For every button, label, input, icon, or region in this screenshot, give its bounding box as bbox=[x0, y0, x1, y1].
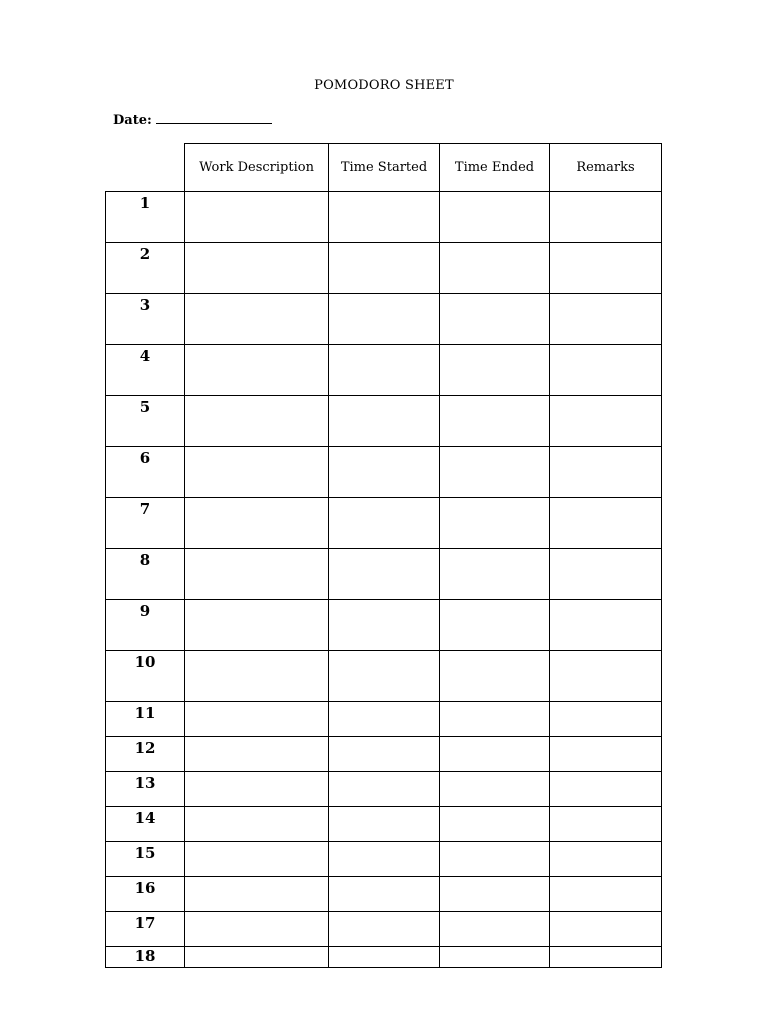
work-description-cell[interactable] bbox=[185, 396, 329, 447]
table-row bbox=[106, 651, 662, 702]
table-body bbox=[106, 192, 662, 968]
time-started-cell[interactable] bbox=[329, 912, 440, 947]
time-started-cell[interactable] bbox=[329, 772, 440, 807]
work-description-cell[interactable] bbox=[185, 947, 329, 968]
remarks-cell[interactable] bbox=[550, 737, 662, 772]
time-ended-cell[interactable] bbox=[440, 947, 550, 968]
time-started-cell[interactable] bbox=[329, 651, 440, 702]
remarks-cell[interactable] bbox=[550, 192, 662, 243]
time-started-cell[interactable] bbox=[329, 345, 440, 396]
table-row bbox=[106, 447, 662, 498]
time-started-cell[interactable] bbox=[329, 702, 440, 737]
time-ended-cell[interactable] bbox=[440, 600, 550, 651]
work-description-cell[interactable] bbox=[185, 651, 329, 702]
row-number: 18 bbox=[106, 947, 185, 968]
remarks-cell[interactable] bbox=[550, 947, 662, 968]
work-description-cell[interactable] bbox=[185, 737, 329, 772]
table-row bbox=[106, 243, 662, 294]
table-row bbox=[106, 912, 662, 947]
work-description-cell[interactable] bbox=[185, 345, 329, 396]
time-ended-cell[interactable] bbox=[440, 772, 550, 807]
work-description-cell[interactable] bbox=[185, 842, 329, 877]
row-number: 14 bbox=[106, 807, 185, 842]
time-started-cell[interactable] bbox=[329, 877, 440, 912]
table-row bbox=[106, 737, 662, 772]
row-number: 2 bbox=[106, 243, 185, 294]
row-number: 8 bbox=[106, 549, 185, 600]
time-ended-cell[interactable] bbox=[440, 651, 550, 702]
work-description-cell[interactable] bbox=[185, 192, 329, 243]
remarks-cell[interactable] bbox=[550, 877, 662, 912]
page-title: POMODORO SHEET bbox=[314, 78, 454, 93]
row-number: 17 bbox=[106, 912, 185, 947]
time-started-cell[interactable] bbox=[329, 498, 440, 549]
remarks-cell[interactable] bbox=[550, 600, 662, 651]
remarks-cell[interactable] bbox=[550, 807, 662, 842]
table-row bbox=[106, 702, 662, 737]
time-started-cell[interactable] bbox=[329, 807, 440, 842]
work-description-cell[interactable] bbox=[185, 807, 329, 842]
remarks-cell[interactable] bbox=[550, 447, 662, 498]
time-ended-cell[interactable] bbox=[440, 877, 550, 912]
time-ended-cell[interactable] bbox=[440, 294, 550, 345]
time-started-cell[interactable] bbox=[329, 447, 440, 498]
header-time-started: Time Started bbox=[329, 144, 440, 192]
row-number: 10 bbox=[106, 651, 185, 702]
time-ended-cell[interactable] bbox=[440, 396, 550, 447]
time-ended-cell[interactable] bbox=[440, 737, 550, 772]
time-started-cell[interactable] bbox=[329, 396, 440, 447]
remarks-cell[interactable] bbox=[550, 549, 662, 600]
remarks-cell[interactable] bbox=[550, 702, 662, 737]
row-number: 3 bbox=[106, 294, 185, 345]
time-started-cell[interactable] bbox=[329, 294, 440, 345]
row-number: 6 bbox=[106, 447, 185, 498]
time-started-cell[interactable] bbox=[329, 947, 440, 968]
date-label: Date: bbox=[113, 113, 152, 128]
date-blank-line[interactable] bbox=[156, 111, 272, 124]
table-row bbox=[106, 396, 662, 447]
table-row bbox=[106, 947, 662, 968]
work-description-cell[interactable] bbox=[185, 600, 329, 651]
work-description-cell[interactable] bbox=[185, 912, 329, 947]
header-corner-cell bbox=[106, 144, 185, 192]
remarks-cell[interactable] bbox=[550, 842, 662, 877]
time-ended-cell[interactable] bbox=[440, 345, 550, 396]
row-number: 9 bbox=[106, 600, 185, 651]
time-ended-cell[interactable] bbox=[440, 549, 550, 600]
work-description-cell[interactable] bbox=[185, 447, 329, 498]
table-row bbox=[106, 600, 662, 651]
remarks-cell[interactable] bbox=[550, 912, 662, 947]
table-row bbox=[106, 842, 662, 877]
work-description-cell[interactable] bbox=[185, 877, 329, 912]
work-description-cell[interactable] bbox=[185, 294, 329, 345]
remarks-cell[interactable] bbox=[550, 396, 662, 447]
time-ended-cell[interactable] bbox=[440, 243, 550, 294]
time-started-cell[interactable] bbox=[329, 600, 440, 651]
remarks-cell[interactable] bbox=[550, 243, 662, 294]
work-description-cell[interactable] bbox=[185, 702, 329, 737]
time-ended-cell[interactable] bbox=[440, 842, 550, 877]
table-row bbox=[106, 498, 662, 549]
time-ended-cell[interactable] bbox=[440, 498, 550, 549]
remarks-cell[interactable] bbox=[550, 772, 662, 807]
row-number: 12 bbox=[106, 737, 185, 772]
remarks-cell[interactable] bbox=[550, 294, 662, 345]
header-remarks: Remarks bbox=[550, 144, 662, 192]
row-number: 15 bbox=[106, 842, 185, 877]
time-ended-cell[interactable] bbox=[440, 447, 550, 498]
time-ended-cell[interactable] bbox=[440, 807, 550, 842]
table-row bbox=[106, 192, 662, 243]
date-field bbox=[113, 111, 272, 128]
row-number: 4 bbox=[106, 345, 185, 396]
pomodoro-table bbox=[105, 143, 662, 968]
time-started-cell[interactable] bbox=[329, 243, 440, 294]
table-row bbox=[106, 807, 662, 842]
table-row bbox=[106, 877, 662, 912]
row-number: 13 bbox=[106, 772, 185, 807]
row-number: 5 bbox=[106, 396, 185, 447]
time-ended-cell[interactable] bbox=[440, 702, 550, 737]
time-started-cell[interactable] bbox=[329, 842, 440, 877]
row-number: 7 bbox=[106, 498, 185, 549]
table-row bbox=[106, 294, 662, 345]
table-row bbox=[106, 772, 662, 807]
time-started-cell[interactable] bbox=[329, 549, 440, 600]
header-work-description: Work Description bbox=[185, 144, 329, 192]
time-ended-cell[interactable] bbox=[440, 912, 550, 947]
remarks-cell[interactable] bbox=[550, 498, 662, 549]
work-description-cell[interactable] bbox=[185, 498, 329, 549]
row-number: 11 bbox=[106, 702, 185, 737]
header-time-ended: Time Ended bbox=[440, 144, 550, 192]
table-header-row bbox=[106, 144, 662, 192]
time-ended-cell[interactable] bbox=[440, 192, 550, 243]
table-row bbox=[106, 549, 662, 600]
row-number: 16 bbox=[106, 877, 185, 912]
time-started-cell[interactable] bbox=[329, 737, 440, 772]
remarks-cell[interactable] bbox=[550, 345, 662, 396]
time-started-cell[interactable] bbox=[329, 192, 440, 243]
work-description-cell[interactable] bbox=[185, 243, 329, 294]
table-row bbox=[106, 345, 662, 396]
row-number: 1 bbox=[106, 192, 185, 243]
remarks-cell[interactable] bbox=[550, 651, 662, 702]
work-description-cell[interactable] bbox=[185, 772, 329, 807]
work-description-cell[interactable] bbox=[185, 549, 329, 600]
